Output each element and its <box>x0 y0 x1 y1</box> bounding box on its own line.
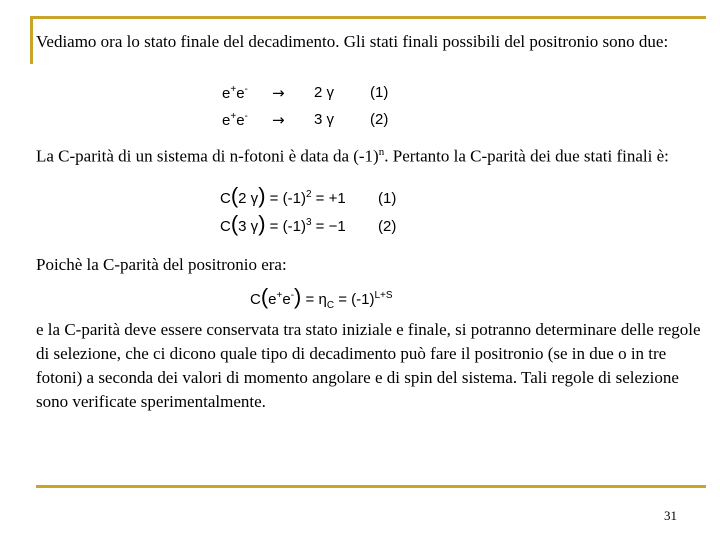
decay-eq-1-label: (1) <box>370 84 389 101</box>
decay-eq-2-label: (2) <box>370 111 389 128</box>
top-rule <box>30 16 706 19</box>
left-rule <box>30 16 33 64</box>
positronium-cparity-eq: $C(e^+e^-) = \eta_C = (-1)^{L+S}$ <box>250 284 393 311</box>
decay-eq-1-lhs: e+e- <box>222 84 248 102</box>
cparity-eq-1: C(2 $\gamma) = (-1)^2 = +1$ <box>220 183 346 208</box>
cparity-eq-2-label: (2) <box>378 218 397 235</box>
decay-eq-1-product: 2 γ <box>314 84 335 101</box>
cparity-eq-1-label: (1) <box>378 190 397 207</box>
decay-arrow-1: → <box>272 84 285 102</box>
positronium-paragraph: Poichè la C-parità del positronio era: <box>36 255 287 274</box>
cparity-paragraph: La C-parità di un sistema di n-fotoni è data da $(-1)^n$. Pertanto la C-parità dei due stati finali è: <box>36 146 669 166</box>
conclusion-paragraph: e la C-parità deve essere conservata tra stato iniziale e finale, si potranno determinare delle regole di selezione, che ci dicono quale tipo di decadimento può fare il positronio (se in due o in tre fotoni) a seconda dei valori di momento angolare e di spin del sistema. Tali regole di selezione sono verificate sperimentalmente. <box>36 320 701 411</box>
intro-paragraph: Vediamo ora lo stato finale del decadimento. Gli stati finali possibili del positronio sono due: <box>36 32 669 51</box>
bottom-rule <box>36 485 706 488</box>
decay-eq-2-product: 3 γ <box>314 111 335 128</box>
page-number: 31 <box>664 508 677 523</box>
cparity-eq-2: C(3 $\gamma) = (-1)^3 = -1$ <box>220 211 346 236</box>
decay-eq-2-lhs: e+e- <box>222 111 248 129</box>
decay-arrow-2: → <box>272 111 285 129</box>
